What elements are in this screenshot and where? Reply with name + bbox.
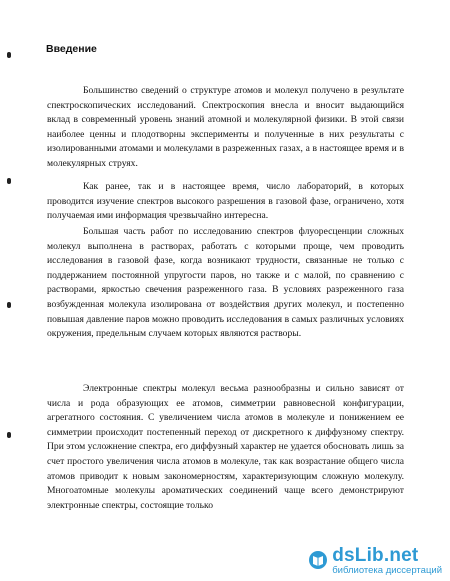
scan-artifact bbox=[7, 52, 11, 58]
paragraph: Как ранее, так и в настоящее время, число лабораторий, в которых проводится изучение спектров высокого разрешения в газовой фазе, ограничено, хотя получаемая ими информация чрезвычайно интересна. bbox=[47, 181, 404, 222]
dslib-watermark bbox=[308, 546, 442, 576]
watermark-subtitle: библиотека диссертаций bbox=[332, 564, 442, 576]
paragraph: Большая часть работ по исследованию спектров флуоресценции сложных молекул выполнена в растворах, работать с которыми проще, чем проводить исследования в газовой фазе, когда возникают трудности, связанные не только с поддержанием постоянной упругости паров, но также и с малой, по сравнению с растворами, яркостью свечения разреженного газа. В условиях разреженного газа возбужденная молекула изолирована от воздействия других молекул, и постепенно повышая давление паров можно проводить исследования в самых различных условиях окружения, предельным случаем которых являются растворы. bbox=[47, 226, 404, 340]
paragraph-4-block bbox=[47, 382, 404, 513]
watermark-brand: dsLib.net bbox=[332, 544, 419, 566]
paragraph-2-block bbox=[47, 180, 404, 224]
scan-artifact bbox=[7, 178, 11, 184]
section-heading: Введение bbox=[46, 43, 97, 55]
scan-artifact bbox=[7, 302, 11, 308]
paragraph-1-block bbox=[47, 84, 404, 172]
dslib-logo-icon bbox=[308, 550, 328, 570]
paragraph: Большинство сведений о структуре атомов и молекул получено в результате спектроскопических исследований. Спектроскопия внесла и вносит выдающийся вклад в современный уровень знаний атомной и молекулярной физики. В этой связи наиболее ценны и плодотворны эксперименты и полученные в них результаты с изолированными атомами и молекулами в разреженных газах, а в настоящее время и в молекулярных струях. bbox=[47, 85, 404, 169]
paragraph: Электронные спектры молекул весьма разнообразны и сильно зависят от числа и рода образующих ее атомов, симметрии равновесной конфигурации, агрегатного состояния. С увеличением числа атомов в молекуле и понижением ее симметрии происходит постепенный переход от дискретного к диффузному спектру. При этом усложнение спектра, его диффузный характер не удается обосновать лишь за счет простого увеличения числа атомов в молекуле, так как возрастание общего числа атомов приводит к новым закономерностям, характеризующим сложную молекулу. Многоатомные молекулы ароматических соединений чаще всего демонстрируют электронные спектры, состоящие только bbox=[47, 383, 404, 511]
scan-artifact bbox=[7, 432, 11, 438]
paragraph-3-block bbox=[47, 225, 404, 342]
